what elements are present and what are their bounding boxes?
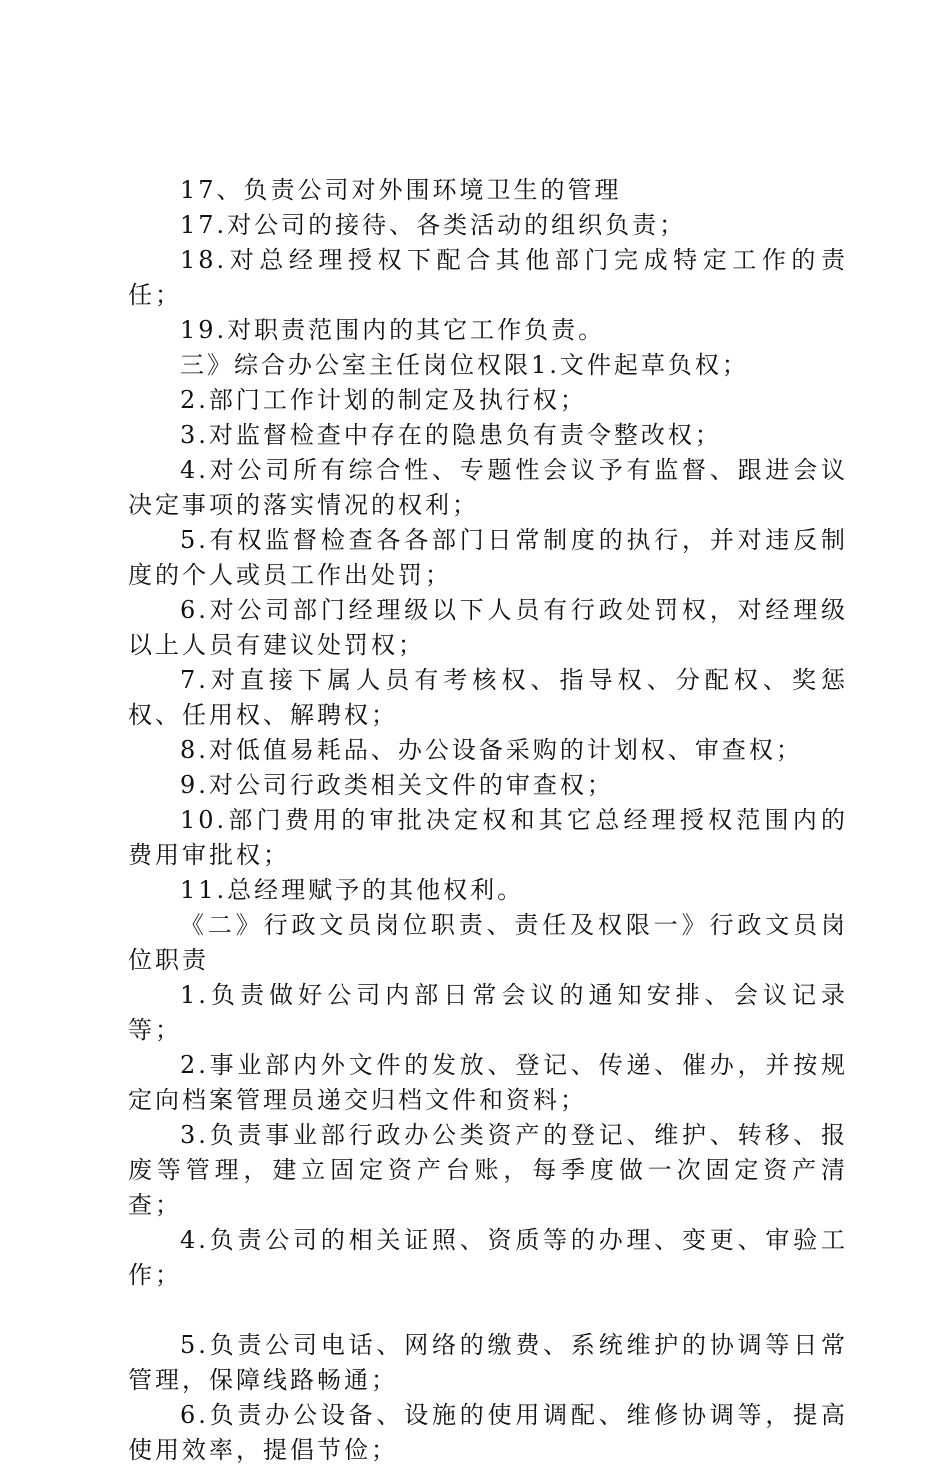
paragraph: 18.对总经理授权下配合其他部门完成特定工作的责任； [128, 246, 848, 309]
paragraph: 《二》行政文员岗位职责、责任及权限一》行政文员岗位职责 [128, 911, 848, 974]
paragraph: 6.负责办公设备、设施的使用调配、维修协调等，提高使用效率，提倡节俭； [128, 1401, 848, 1464]
paragraph: 7.对直接下属人员有考核权、指导权、分配权、奖惩权、任用权、解聘权； [128, 666, 848, 729]
paragraph: 8.对低值易耗品、办公设备采购的计划权、审查权； [180, 736, 803, 764]
paragraph: 5.负责公司电话、网络的缴费、系统维护的协调等日常管理，保障线路畅通； [128, 1331, 848, 1394]
paragraph: 1.负责做好公司内部日常会议的通知安排、会议记录等； [128, 981, 848, 1044]
paragraph: 4.负责公司的相关证照、资质等的办理、变更、审验工作； [128, 1226, 848, 1289]
paragraph: 三》综合办公室主任岗位权限1.文件起草负权； [180, 351, 749, 379]
paragraph: 2.事业部内外文件的发放、登记、传递、催办，并按规定向档案管理员递交归档文件和资料； [128, 1051, 848, 1114]
paragraph: 17.对公司的接待、各类活动的组织负责； [180, 211, 687, 239]
paragraph: 3.对监督检查中存在的隐患负有责令整改权； [180, 421, 722, 449]
paragraph: 6.对公司部门经理级以下人员有行政处罚权，对经理级以上人员有建议处罚权； [128, 596, 848, 659]
paragraph: 4.对公司所有综合性、专题性会议予有监督、跟进会议决定事项的落实情况的权利； [128, 456, 848, 519]
paragraph: 5.有权监督检查各各部门日常制度的执行，并对违反制度的个人或员工作出处罚； [128, 526, 848, 589]
paragraph: 2.部门工作计划的制定及执行权； [180, 386, 587, 414]
paragraph: 11.总经理赋予的其他权利。 [180, 876, 525, 904]
document-body [128, 173, 848, 1468]
paragraph: 9.对公司行政类相关文件的审查权； [180, 771, 614, 799]
paragraph: 19.对职责范围内的其它工作负责。 [180, 316, 606, 344]
paragraph: 17、负责公司对外围环境卫生的管理 [180, 176, 622, 204]
paragraph: 10.部门费用的审批决定权和其它总经理授权范围内的费用审批权； [128, 806, 848, 869]
paragraph: 3.负责事业部行政办公类资产的登记、维护、转移、报废等管理，建立固定资产台账，每季度做一次固定资产清查； [128, 1121, 848, 1219]
